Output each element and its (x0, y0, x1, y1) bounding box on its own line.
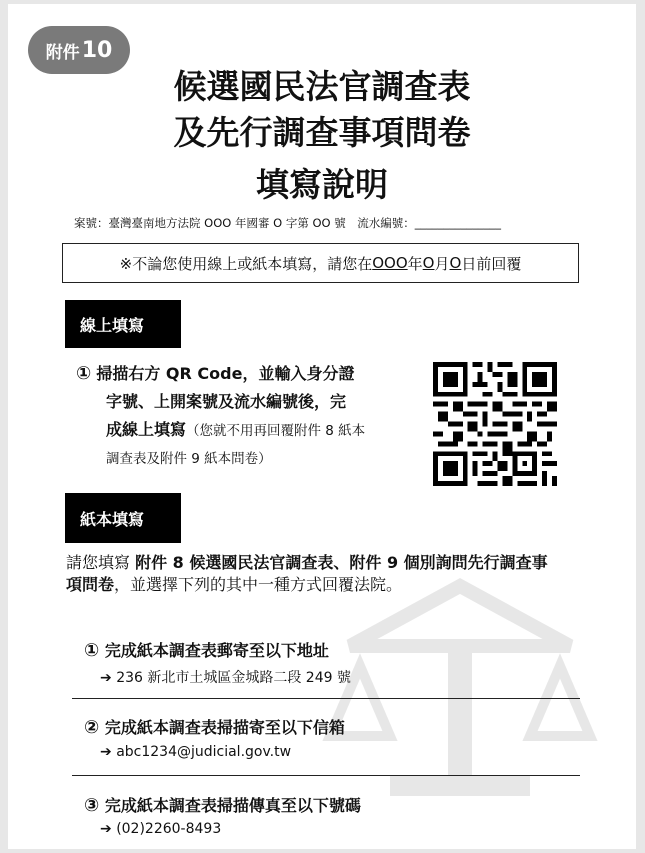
badge-prefix: 附件 (45, 42, 80, 63)
option-3-fax: (02)2260-8493 (116, 821, 222, 837)
option-1-detail (100, 667, 351, 687)
notice-month: O (422, 254, 435, 272)
badge-number: 10 (81, 37, 113, 63)
option-1-marker: ① (84, 640, 100, 661)
document-page (8, 4, 636, 849)
option-1-title (84, 638, 329, 661)
notice-year: OOO (372, 254, 408, 272)
title-line-2: 及先行調查事項問卷 (173, 113, 471, 152)
option-2-email[interactable]: abc1234@judicial.gov.tw (116, 744, 292, 760)
online-line-3: 成線上填寫 (106, 420, 187, 439)
option-divider-1 (72, 698, 580, 699)
reply-deadline-notice (62, 243, 579, 283)
justice-scale-icon (320, 576, 600, 806)
notice-month-unit: 月 (434, 254, 450, 273)
paper-label-text: 紙本填寫 (80, 509, 145, 529)
online-line-1: 掃描右方 QR Code，並輸入身分證 (96, 364, 355, 383)
option-2-title-text: 完成紙本調查表掃描寄至以下信箱 (104, 718, 345, 737)
online-line-4: 調查表及附件 9 紙本問卷） (106, 451, 272, 467)
paper-intro-pre: 請您填寫 (66, 553, 131, 572)
arrow-right-icon: ➔ (100, 821, 112, 837)
paper-intro-post: ，並選擇下列的其中一種方式回覆法院。 (114, 575, 403, 594)
option-1-address: 236 新北市土城區金城路二段 249 號 (116, 670, 351, 686)
option-2-detail (100, 744, 291, 760)
option-2-title (84, 715, 345, 738)
option-3-title (84, 793, 361, 816)
arrow-right-icon: ➔ (100, 670, 112, 686)
qr-code-icon[interactable] (433, 362, 557, 486)
title-line-3: 填寫說明 (256, 165, 388, 204)
notice-text: ※不論您使用線上或紙本填寫，請您在 (119, 254, 373, 273)
option-2-marker: ② (84, 717, 100, 738)
paper-section-label (65, 493, 181, 543)
case-info: 案號：臺灣臺南地方法院 OOO 年國審 O 字第 OO 號 流水編號：_______________ (74, 216, 501, 230)
notice-year-unit: 年 (407, 254, 423, 273)
online-line-3-note: （您就不用再回覆附件 8 紙本 (186, 423, 366, 439)
online-label-text: 線上填寫 (80, 315, 145, 335)
option-3-title-text: 完成紙本調查表掃描傳真至以下號碼 (104, 796, 361, 815)
option-1-title-text: 完成紙本調查表郵寄至以下地址 (104, 641, 329, 660)
option-3-marker: ③ (84, 795, 100, 816)
option-divider-2 (72, 775, 580, 776)
notice-day: O (449, 254, 462, 272)
arrow-right-icon: ➔ (100, 744, 112, 760)
online-line-2: 字號、上開案號及流水編號後，完 (106, 392, 347, 411)
online-instructions (76, 360, 416, 473)
title-line-1: 候選國民法官調查表 (173, 67, 471, 106)
notice-day-suffix: 日前回覆 (461, 254, 522, 273)
option-3-detail (100, 821, 221, 837)
online-marker: ① (76, 363, 92, 384)
paper-intro (66, 552, 556, 596)
paper-intro-bold: 附件 8 候選國民法官調查表、附件 9 個別詢問先行調查事項問卷 (66, 553, 548, 594)
online-section-label (65, 300, 181, 348)
